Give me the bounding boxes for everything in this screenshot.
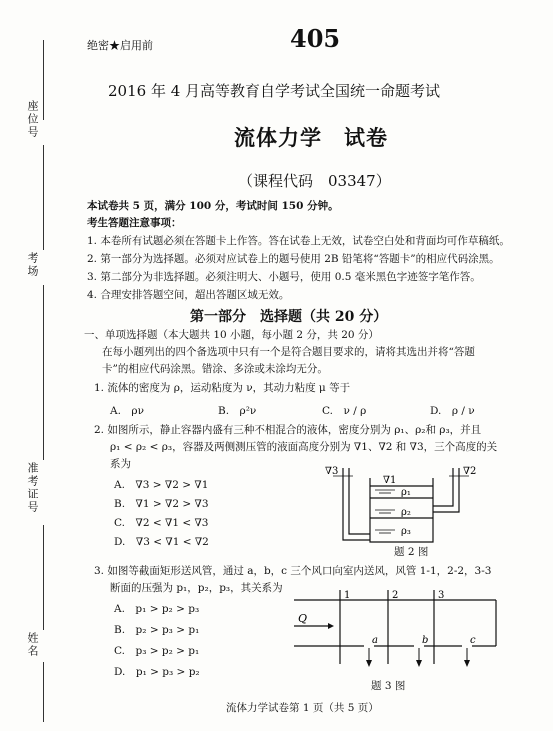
q1-option-d: D. ρ / ν [430, 405, 475, 417]
note-item: 3. 第二部分为非选择题。必须注明大、小题号，使用 0.5 毫米黑色字迹签字笔作答。 [87, 271, 481, 283]
q2-option-a: A. ∇3 > ∇2 > ∇1 [114, 479, 209, 491]
section-instruction: 卡”的相应代码涂黑。错涂、多涂或未涂均无分。 [102, 363, 328, 375]
notes-title: 考生答题注意事项： [87, 217, 182, 229]
exam-room-label: 考场 [26, 252, 39, 278]
section-heading: 一、单项选择题（本大题共 10 小题，每小题 2 分，共 20 分） [84, 329, 379, 341]
binding-line [43, 285, 44, 460]
q1-option-c: C. ν / ρ [322, 405, 367, 417]
q3-figure [284, 584, 514, 682]
part-title: 第一部分 选择题（共 20 分） [190, 309, 388, 325]
seat-number-label: 座位号 [26, 100, 39, 139]
question-3-stem: 断面的压强为 p₁，p₂，p₃，其关系为 [110, 582, 283, 594]
binding-line [43, 662, 44, 722]
q2-figure [325, 462, 525, 557]
q1-option-b: B. ρ²ν [218, 405, 257, 417]
density-3-label: ρ₃ [401, 526, 411, 537]
level-1-label: ∇1 [383, 475, 397, 486]
question-3-stem: 3. 如图等截面矩形送风管，通过 a，b，c 三个风口向室内送风，风管 1-1，2-2，3-3 [94, 565, 492, 577]
q3-option-d: D. p₁ > p₃ > p₂ [114, 666, 200, 678]
section-3-label: 3 [438, 590, 445, 601]
question-2-stem: 2. 如图所示，静止容器内盛有三种不相混合的液体，密度分别为 ρ₁、ρ₂和 ρ₃，并且 [94, 424, 482, 436]
vent-c-label: c [470, 635, 476, 646]
binding-line [43, 525, 44, 630]
q1-option-a: A. ρν [110, 405, 144, 417]
q3-option-c: C. p₃ > p₂ > p₁ [114, 645, 200, 657]
vent-a-label: a [372, 635, 378, 646]
density-2-label: ρ₂ [401, 507, 411, 518]
q3-figure-caption: 题 3 图 [371, 680, 406, 692]
binding-line [43, 145, 44, 250]
section-2-label: 2 [392, 590, 399, 601]
q2-option-c: C. ∇2 < ∇1 < ∇3 [114, 517, 209, 529]
exam-title-line: 2016 年 4 月高等教育自学考试全国统一命题考试 [108, 82, 441, 100]
binding-line [43, 40, 44, 120]
page-footer: 流体力学试卷第 1 页（共 5 页） [226, 702, 379, 714]
level-2-label: ∇2 [463, 466, 477, 477]
q3-option-b: B. p₂ > p₃ > p₁ [114, 624, 200, 636]
note-item: 1. 本卷所有试题必须在答题卡上作答。答在试卷上无效，试卷空白处和背面均可作草稿纸。 [87, 235, 510, 247]
question-1-stem: 1. 流体的密度为 ρ，运动粘度为 ν，其动力粘度 μ 等于 [94, 382, 351, 394]
paper-summary: 本试卷共 5 页，满分 100 分，考试时间 150 分钟。 [87, 200, 339, 212]
q3-option-a: A. p₁ > p₂ > p₃ [114, 603, 200, 615]
note-item: 2. 第一部分为选择题。必须对应试卷上的题号使用 2B 铅笔将“答题卡”的相应代码涂黑。 [87, 253, 500, 265]
name-label: 姓名 [26, 632, 39, 658]
section-instruction: 在每小题列出的四个备选项中只有一个是符合题目要求的，请将其选出并将“答题 [102, 346, 475, 358]
q2-option-d: D. ∇3 < ∇1 < ∇2 [114, 536, 209, 548]
paper-title: 流体力学 试卷 [234, 125, 388, 150]
question-2-stem: ρ₁ < ρ₂ < ρ₃，容器及两侧测压管的液面高度分别为 ∇1、∇2 和 ∇3，三个高度的关 [110, 441, 498, 453]
question-2-stem: 系为 [110, 458, 131, 470]
flow-q-label: Q [298, 612, 308, 625]
section-1-label: 1 [344, 590, 351, 601]
q2-figure-caption: 题 2 图 [394, 546, 429, 558]
vent-b-label: b [422, 635, 429, 646]
note-item: 4. 合理安排答题空间，超出答题区域无效。 [87, 289, 290, 301]
ticket-number-label: 准考证号 [26, 462, 39, 514]
course-code: （课程代码 03347） [238, 172, 391, 190]
exam-code: 405 [290, 24, 341, 53]
density-1-label: ρ₁ [401, 487, 411, 498]
level-3-label: ∇3 [325, 466, 339, 477]
q2-option-b: B. ∇1 > ∇2 > ∇3 [114, 498, 209, 510]
confidential-mark: 绝密★启用前 [87, 39, 153, 52]
